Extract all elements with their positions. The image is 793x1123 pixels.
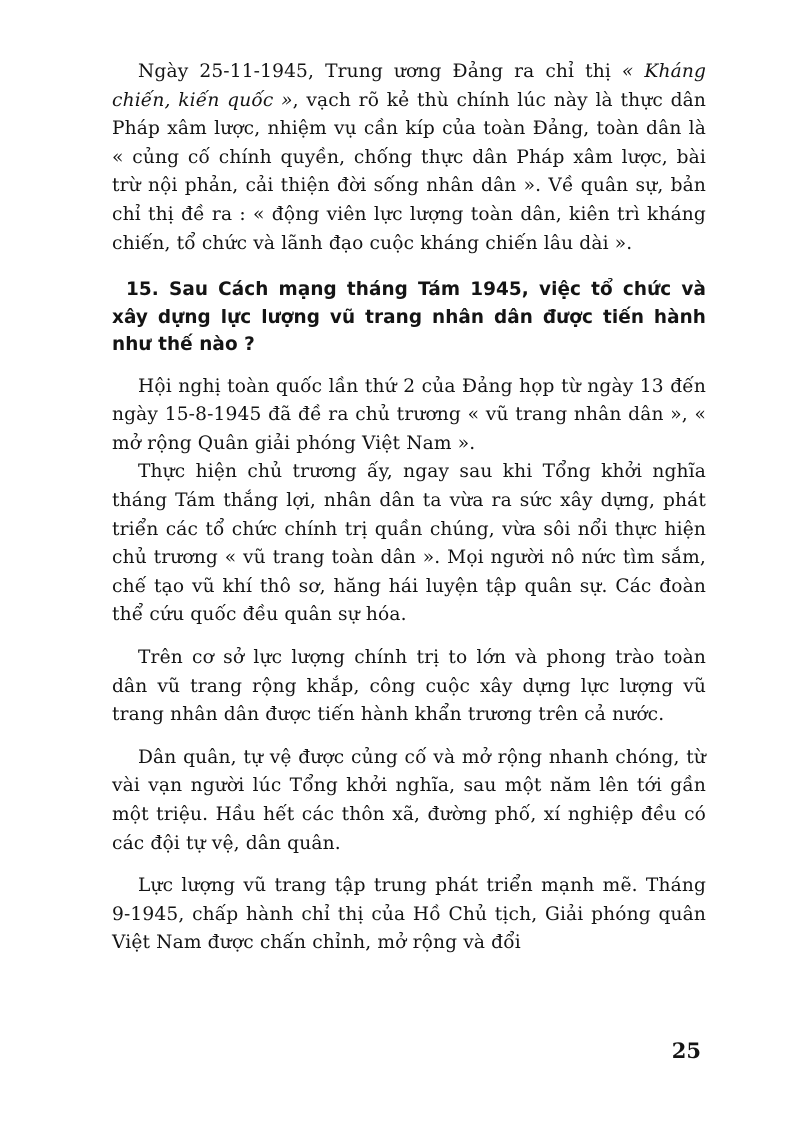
paragraph-militia: Dân quân, tự vệ được củng cố và mở rộng nhanh chóng, từ vài vạn người lúc Tổng khởi nghĩa, sau một năm lên tới gần một triệu. Hầu hết các thôn xã, đường phố, xí nghiệp đều có các đội tự vệ, dân quân.: [112, 746, 706, 854]
paragraph-directive-text-a: Ngày 25-11-1945, Trung ương Đảng ra chỉ thị: [138, 61, 622, 82]
question-number: 15.: [126, 279, 159, 301]
paragraph-directive: [112, 58, 706, 258]
question-text: Sau Cách mạng tháng Tám 1945, việc tổ chức và xây dựng lực lượng vũ trang nhân dân được tiến hành như thế nào ?: [112, 279, 706, 356]
paragraph-directive-text-b: , vạch rõ kẻ thù chính lúc này là thực dân Pháp xâm lược, nhiệm vụ cần kíp của toàn Đảng, toàn dân là « củng cố chính quyền, chống thực dân Pháp xâm lược, bài trừ nội phản, cải thiện đời sống nhân dân ». Về quân sự, bản chỉ thị đề ra : « động viên lực lượng toàn dân, kiên trì kháng chiến, tổ chức và lãnh đạo cuộc kháng chiến lâu dài ».: [112, 89, 707, 254]
paragraph-armed-forces: Lực lượng vũ trang tập trung phát triển mạnh mẽ. Tháng 9-1945, chấp hành chỉ thị của Hồ Chủ tịch, Giải phóng quân Việt Nam được chấn chỉnh, mở rộng và đổi: [112, 875, 706, 954]
paragraph-conference: Hội nghị toàn quốc lần thứ 2 của Đảng họp từ ngày 13 đến ngày 15-8-1945 đã đề ra chủ trương « vũ trang nhân dân », « mở rộng Quân giải phóng Việt Nam ».: [112, 375, 706, 454]
directive-title: « Kháng chiến, kiến quốc »: [112, 61, 706, 111]
page-body: [112, 58, 706, 958]
paragraph-political-base: Trên cơ sở lực lượng chính trị to lớn và phong trào toàn dân vũ trang rộng khắp, công cuộc xây dựng lực lượng vũ trang nhân dân được tiến hành khẩn trương trên cả nước.: [112, 647, 706, 726]
question-heading: [112, 276, 706, 359]
page-number: 25: [671, 1038, 701, 1063]
paragraph-implementation: Thực hiện chủ trương ấy, ngay sau khi Tổng khởi nghĩa tháng Tám thắng lợi, nhân dân ta vừa ra sức xây dựng, phát triển các tổ chức chính trị quần chúng, vừa sôi nổi thực hiện chủ trương « vũ trang toàn dân ». Mọi người nô nức tìm sắm, chế tạo vũ khí thô sơ, hăng hái luyện tập quân sự. Các đoàn thể cứu quốc đều quân sự hóa.: [112, 461, 706, 626]
